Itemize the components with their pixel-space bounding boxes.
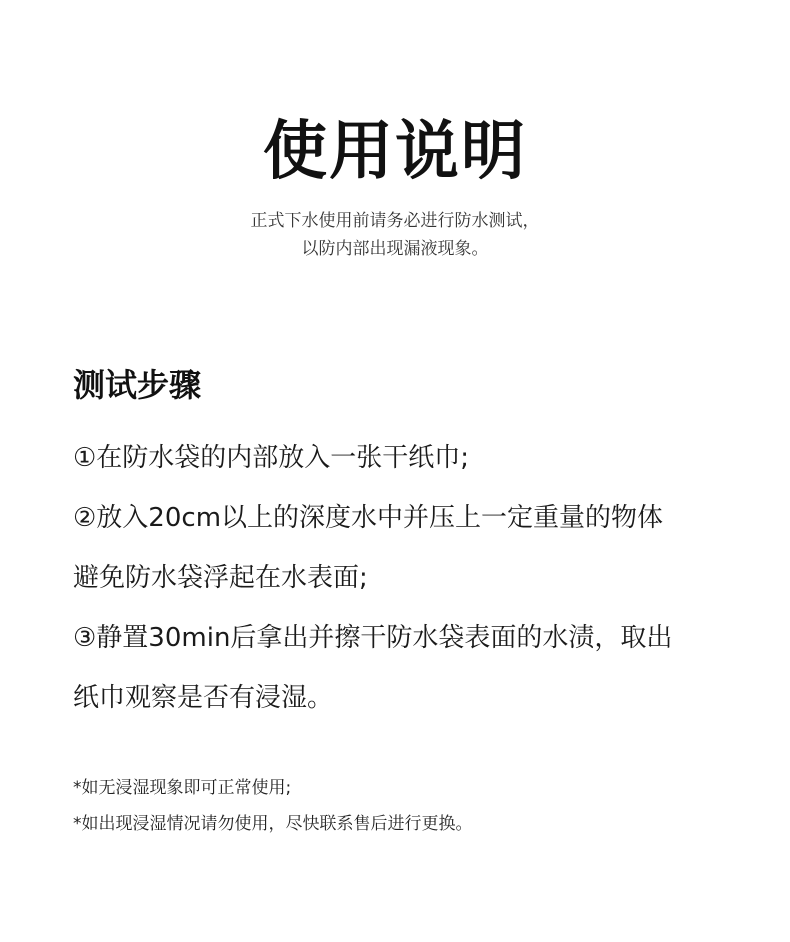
- page-title: 使用说明: [263, 115, 527, 189]
- subtitle-line-2: 以防内部出现漏液现象。: [301, 239, 489, 259]
- step-line-1: ①在防水袋的内部放入一张干纸巾;: [73, 443, 470, 473]
- note-normal-use: *如无浸湿现象即可正常使用;: [73, 778, 292, 798]
- step-line-3: 避免防水袋浮起在水表面;: [73, 563, 368, 593]
- test-steps-heading: 测试步骤: [73, 366, 202, 404]
- step-line-5: 纸巾观察是否有浸湿。: [73, 683, 334, 713]
- step-line-2: ②放入20cm以上的深度水中并压上一定重量的物体: [73, 503, 664, 533]
- subtitle-line-1: 正式下水使用前请务必进行防水测试，: [250, 211, 540, 231]
- step-line-4: ③静置30min后拿出并擦干防水袋表面的水渍，取出: [73, 623, 673, 653]
- note-contact-support: *如出现浸湿情况请勿使用，尽快联系售后进行更换。: [73, 814, 473, 834]
